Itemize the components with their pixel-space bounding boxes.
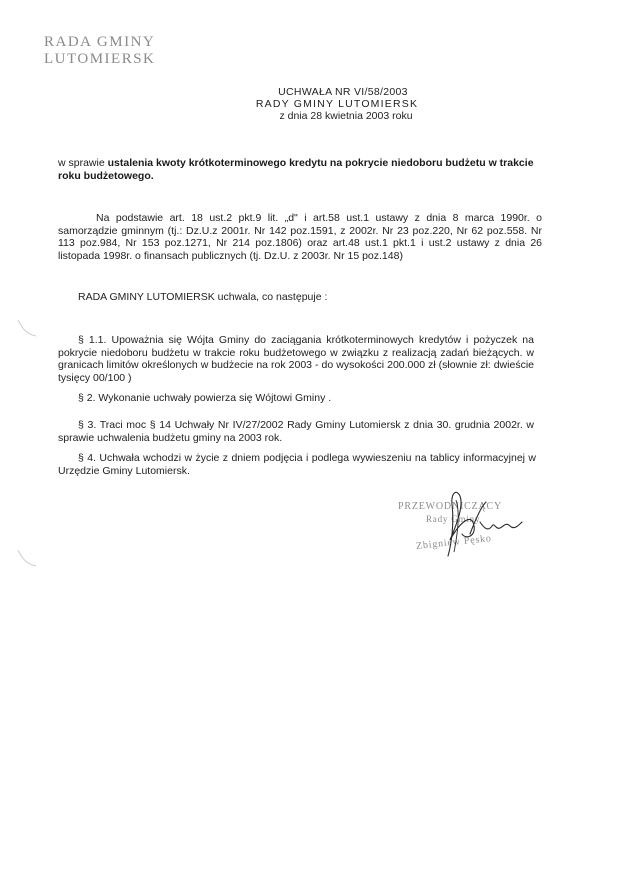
- resolution-subject: [58, 157, 540, 182]
- section-3: § 3. Traci moc § 14 Uchwały Nr IV/27/2002 Rady Gminy Lutomiersk z dnia 30. grudnia 2002r. w sprawie uchwalenia budżetu gminy na 2003 rok.: [58, 419, 534, 444]
- section-2: § 2. Wykonanie uchwały powierza się Wójtowi Gminy .: [78, 392, 332, 404]
- chairman-body: Rady Gminy: [426, 514, 481, 524]
- resolution-header: [0, 86, 638, 122]
- subject-prefix: w sprawie: [58, 157, 108, 169]
- resolution-date: z dnia 28 kwietnia 2003 roku: [279, 110, 413, 122]
- council-stamp: [44, 34, 155, 68]
- punch-hole-mark: [14, 316, 38, 346]
- resolution-title: UCHWAŁA NR VI/58/2003: [278, 86, 408, 98]
- resolves-line: RADA GMINY LUTOMIERSK uchwala, co następuje :: [78, 291, 328, 303]
- legal-basis-paragraph: Na podstawie art. 18 ust.2 pkt.9 lit. „d" i art.58 ust.1 ustawy z dnia 8 marca 1990r. o samorządzie gminnym (tj.: Dz.U.z 2001r. Nr 142 poz.1591, z 2002r. Nr 23 poz.220, Nr 62 poz.558. Nr 113 poz.984, Nr 153 poz.1271, Nr 214 poz.1806) oraz art.48 ust.1 pkt.1 i ust.2 ustawy z dnia 26 listopada 1998r. o finansach publicznych (tj. Dz.U. z 2003r. Nr 15 poz.148): [58, 212, 542, 262]
- chairman-name: Zbigniew Pęsko: [415, 533, 493, 552]
- stamp-line-2: LUTOMIERSK: [44, 51, 156, 67]
- section-4: § 4. Uchwała wchodzi w życie z dniem podjęcia i podlega wywieszeniu na tablicy informacyjnej w Urzędzie Gminy Lutomiersk.: [58, 452, 536, 477]
- resolution-issuer: RADY GMINY LUTOMIERSK: [255, 98, 419, 110]
- chairman-role: PRZEWODNICZĄCY: [398, 501, 502, 512]
- subject-bold: ustalenia kwoty krótkoterminowego kredytu na pokrycie niedoboru budżetu w trakcie roku budżetowego.: [58, 157, 534, 182]
- stamp-line-1: RADA GMINY: [44, 34, 156, 50]
- handwritten-signature: [430, 482, 530, 562]
- punch-hole-mark: [14, 546, 38, 576]
- section-1: § 1.1. Upoważnia się Wójta Gminy do zaciągania krótkoterminowych kredytów i pożyczek na pokrycie niedoboru budżetu w trakcie roku budżetowego w związku z realizacją zadań bieżących. w granicach limitów określonych w budżecie na rok 2003 - do wysokości 200.000 zł (słownie zł: dwieście tysięcy 00/100 ): [58, 334, 534, 384]
